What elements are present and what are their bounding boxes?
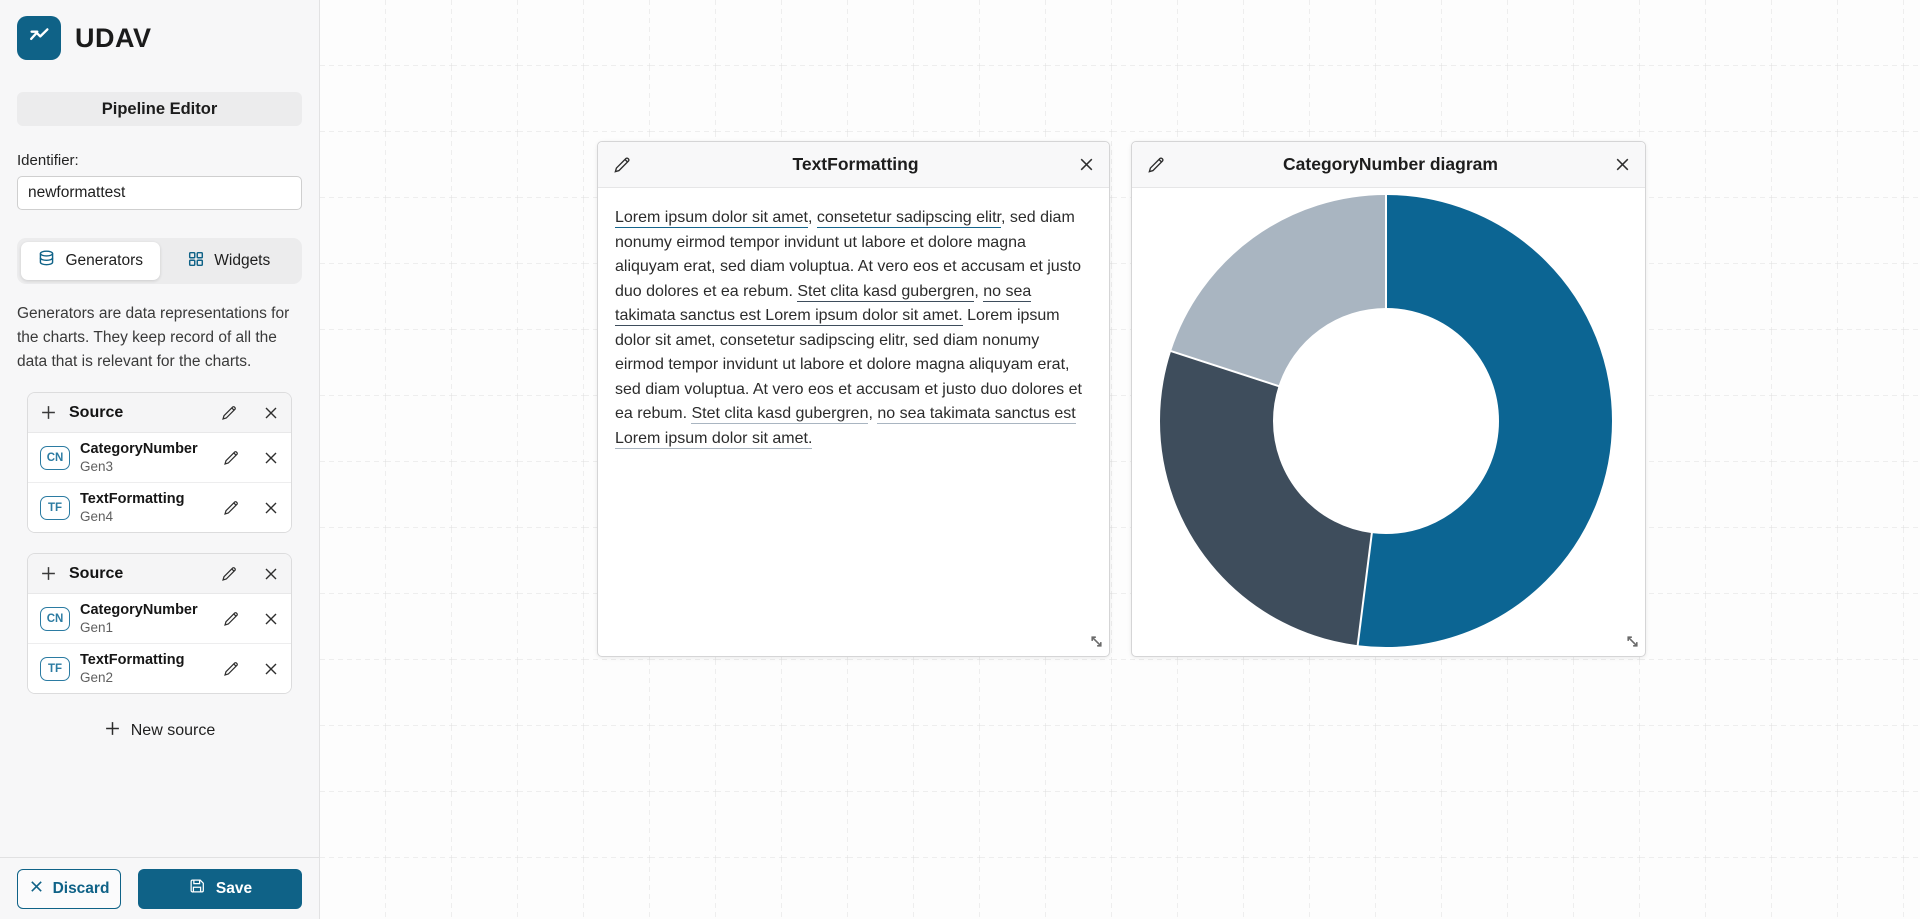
widget-title: CategoryNumber diagram: [1283, 154, 1498, 174]
text-run: Lorem ipsum dolor sit amet, consetetur sadipscing elitr, sed diam nonumy eirmod tempor invidunt ut labore et dolore magna aliquyam erat, sed diam voluptua. At vero eos et accusam et justo duo dolores et ea rebum.: [615, 307, 1082, 422]
discard-button[interactable]: [17, 869, 121, 909]
brand-header: [17, 16, 302, 60]
widget-categorynumber-diagram[interactable]: [1131, 141, 1646, 657]
underlined-text-run: Lorem ipsum dolor sit amet: [615, 209, 808, 226]
text-run: , sed diam nonumy eirmod tempor invidunt ut labore et dolore magna aliquyam erat, sed diam voluptua. At vero eos et accusam et justo duo dolores et ea rebum.: [615, 209, 1082, 300]
tab-widgets-label: Widgets: [214, 252, 271, 269]
widget-textformatting-header: [598, 142, 1109, 188]
resize-handle-icon[interactable]: [1089, 634, 1104, 654]
edit-icon[interactable]: [222, 659, 241, 678]
generator-row: [28, 433, 291, 483]
line-chart-icon: [26, 22, 53, 54]
close-icon[interactable]: [263, 611, 279, 627]
generator-name: Gen4: [80, 509, 114, 525]
edit-icon[interactable]: [1146, 154, 1167, 175]
plus-icon[interactable]: [40, 404, 57, 421]
underlined-text-run: Stet clita kasd gubergren: [691, 405, 869, 422]
formatted-text: [598, 188, 1109, 469]
generator-meta: [80, 491, 212, 524]
close-icon[interactable]: [263, 500, 279, 516]
source-title: Source: [69, 564, 124, 582]
source-card-2-header: [28, 554, 291, 594]
identifier-input[interactable]: [17, 176, 302, 210]
close-icon[interactable]: [263, 566, 279, 582]
text-run: ,: [974, 282, 984, 300]
generator-meta: [80, 652, 212, 685]
tab-widgets[interactable]: [160, 242, 299, 280]
widget-categorynumber-header: [1132, 142, 1645, 188]
generator-row: [28, 483, 291, 532]
floppy-disk-icon: [188, 877, 206, 900]
text-run: ,: [807, 209, 817, 226]
generator-type-badge: CN: [40, 446, 70, 470]
underlined-text-run: Stet clita kasd gubergren: [797, 282, 975, 300]
donut-chart: [1132, 188, 1645, 658]
edit-icon[interactable]: [222, 448, 241, 467]
generator-name: Gen2: [80, 670, 114, 686]
generator-name: Gen3: [80, 459, 114, 475]
resize-handle-icon[interactable]: [1625, 634, 1640, 654]
generator-name: Gen1: [80, 620, 114, 636]
close-icon[interactable]: [1078, 156, 1095, 173]
source-card-2: [27, 553, 292, 694]
edit-icon[interactable]: [222, 498, 241, 517]
close-icon[interactable]: [263, 661, 279, 677]
edit-icon[interactable]: [222, 609, 241, 628]
source-card-1: [27, 392, 292, 533]
save-button[interactable]: [138, 869, 302, 909]
underlined-text-run: no sea takimata sanctus est Lorem ipsum dolor sit amet.: [615, 282, 1032, 324]
widget-textformatting-body: [598, 188, 1109, 658]
save-label: Save: [215, 879, 253, 897]
identifier-label: Identifier:: [17, 152, 79, 169]
generator-type-badge: CN: [40, 607, 70, 631]
close-icon[interactable]: [1614, 156, 1631, 173]
close-icon[interactable]: [263, 450, 279, 466]
sidebar: [0, 0, 320, 919]
plus-icon[interactable]: [40, 565, 57, 582]
generator-type: CategoryNumber: [80, 602, 198, 619]
source-title: Source: [69, 403, 124, 421]
generator-type: CategoryNumber: [80, 441, 198, 458]
canvas-grid: [320, 0, 1920, 919]
generator-type-badge: TF: [40, 657, 70, 681]
tab-bar: [17, 238, 302, 284]
widget-categorynumber-body: [1132, 188, 1645, 658]
close-icon: [29, 879, 44, 899]
underlined-text-run: no sea takimata sanctus est Lorem ipsum dolor sit amet.: [615, 405, 1076, 447]
source-card-1-header: [28, 393, 291, 433]
discard-label: Discard: [52, 879, 110, 897]
generators-description: Generators are data representations for the charts. They keep record of all the data that is relevant for the charts.: [17, 305, 290, 371]
pipeline-canvas[interactable]: [320, 0, 1920, 919]
udav-logo: [17, 16, 61, 60]
new-source-label: New source: [130, 722, 216, 740]
generator-row: [28, 644, 291, 693]
tab-generators[interactable]: [21, 242, 160, 280]
widget-title: TextFormatting: [792, 154, 919, 174]
close-icon[interactable]: [263, 405, 279, 421]
panel-title: Pipeline Editor: [17, 92, 302, 126]
tab-generators-label: Generators: [65, 252, 144, 269]
grid-squares-icon: [187, 250, 205, 273]
edit-icon[interactable]: [612, 154, 633, 175]
generator-row: [28, 594, 291, 644]
edit-icon[interactable]: [220, 403, 239, 422]
underlined-text-run: consetetur sadipscing elitr: [816, 209, 1001, 226]
generator-type-badge: TF: [40, 496, 70, 520]
plus-icon: [104, 720, 121, 742]
generator-type: TextFormatting: [80, 652, 185, 669]
generator-meta: [80, 441, 212, 474]
widget-textformatting[interactable]: [597, 141, 1110, 657]
new-source-button[interactable]: [17, 720, 302, 742]
sidebar-footer: [0, 857, 319, 919]
generator-type: TextFormatting: [80, 491, 185, 508]
database-icon: [37, 249, 56, 273]
generator-meta: [80, 602, 212, 635]
brand-title: UDAV: [75, 22, 152, 53]
text-run: ,: [868, 405, 878, 422]
edit-icon[interactable]: [220, 564, 239, 583]
